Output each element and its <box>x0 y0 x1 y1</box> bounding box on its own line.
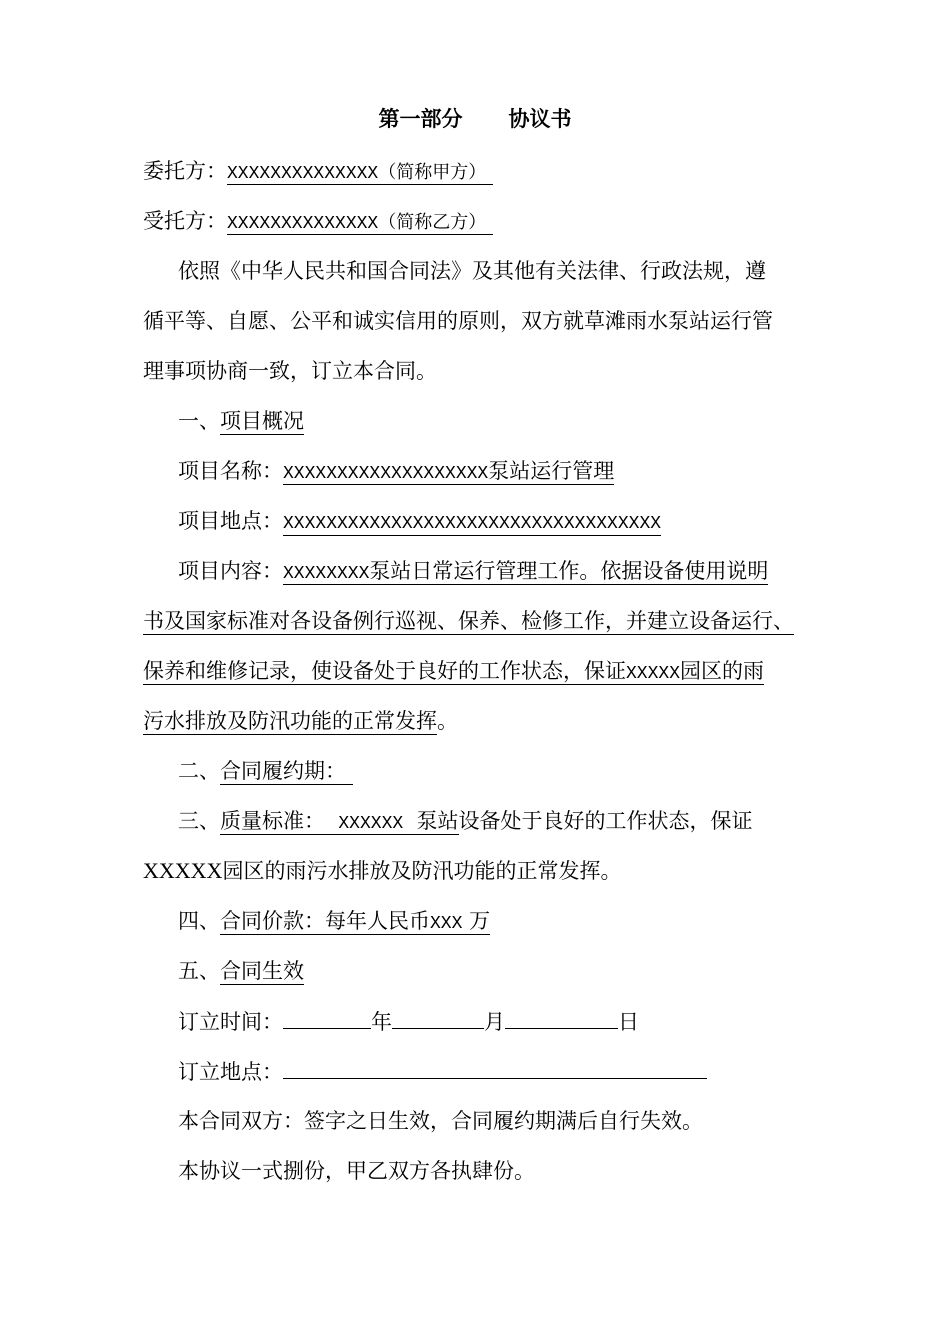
project-content-line-4: 污水排放及防汛功能的正常发挥。 <box>143 709 458 733</box>
title-name: 协议书 <box>508 106 572 131</box>
project-location-value: XXXXXXXXXXXXXXXXXXXXXXXXXXXXXXXXXXX <box>283 514 662 534</box>
section-1-title: 项目概况 <box>220 409 304 433</box>
section-3-heading: 三、质量标准： XXXXXX 泵站设备处于良好的工作状态，保证 <box>178 809 753 834</box>
section-4-title: 合同价款：每年人民币XXX 万 <box>220 909 491 934</box>
day-blank[interactable] <box>505 1006 618 1029</box>
contractor-value: XXXXXXXXXXXXXX（简称乙方） <box>227 209 493 235</box>
client-line <box>143 156 493 186</box>
sign-place-label: 订立地点： <box>178 1060 283 1084</box>
project-name-label: 项目名称： <box>178 459 283 483</box>
section-3-line-2: XXXXX园区的雨污水排放及防汛功能的正常发挥。 <box>143 858 622 883</box>
project-location-label: 项目地点： <box>178 509 283 533</box>
project-name-line <box>178 456 614 486</box>
contractor-line <box>143 206 493 236</box>
section-2-heading: 二、合同履约期： <box>178 756 353 786</box>
project-content-line-3: 保养和维修记录，使设备处于良好的工作状态，保证XXXXX园区的雨 <box>143 659 765 684</box>
sign-time-label: 订立时间： <box>178 1010 283 1034</box>
client-label: 委托方： <box>143 159 227 183</box>
sign-time-line: 订立时间： 年 月 日 <box>178 1006 639 1036</box>
intro-line-2: 循平等、自愿、公平和诚实信用的原则，双方就草滩雨水泵站运行管 <box>143 309 773 333</box>
section-2-title: 合同履约期： <box>220 759 353 785</box>
page-title <box>0 104 950 134</box>
sign-place-line <box>178 1056 707 1086</box>
project-name-value: XXXXXXXXXXXXXXXXXXX泵站运行管理 <box>283 459 615 484</box>
section-5-title: 合同生效 <box>220 959 304 983</box>
project-content-line-1: 项目内容：XXXXXXXX泵站日常运行管理工作。依据设备使用说明 <box>178 559 769 584</box>
client-value: XXXXXXXXXXXXXX（简称甲方） <box>227 159 493 185</box>
project-content-line-2: 书及国家标准对各设备例行巡视、保养、检修工作，并建立设备运行、 <box>143 609 794 633</box>
sign-place-blank[interactable] <box>283 1056 707 1079</box>
title-part: 第一部分 <box>378 106 463 131</box>
project-content-label: 项目内容： <box>178 559 283 583</box>
contractor-label: 受托方： <box>143 209 227 233</box>
section-4-heading: 四、合同价款：每年人民币XXX 万 <box>178 909 491 934</box>
section-1-heading: 一、项目概况 <box>178 409 304 433</box>
effect-text: 本合同双方：签字之日生效，合同履约期满后自行失效。 <box>178 1109 703 1133</box>
project-location-line <box>178 506 661 536</box>
intro-line-1: 依照《中华人民共和国合同法》及其他有关法律、行政法规，遵 <box>178 259 766 283</box>
copies-text: 本协议一式捌份，甲乙双方各执肆份。 <box>178 1159 535 1183</box>
section-5-heading: 五、合同生效 <box>178 959 304 983</box>
year-blank[interactable] <box>283 1006 371 1029</box>
month-blank[interactable] <box>392 1006 484 1029</box>
section-3-title: 质量标准： XXXXXX 泵站 <box>220 809 459 834</box>
intro-line-3: 理事项协商一致，订立本合同。 <box>143 359 437 383</box>
